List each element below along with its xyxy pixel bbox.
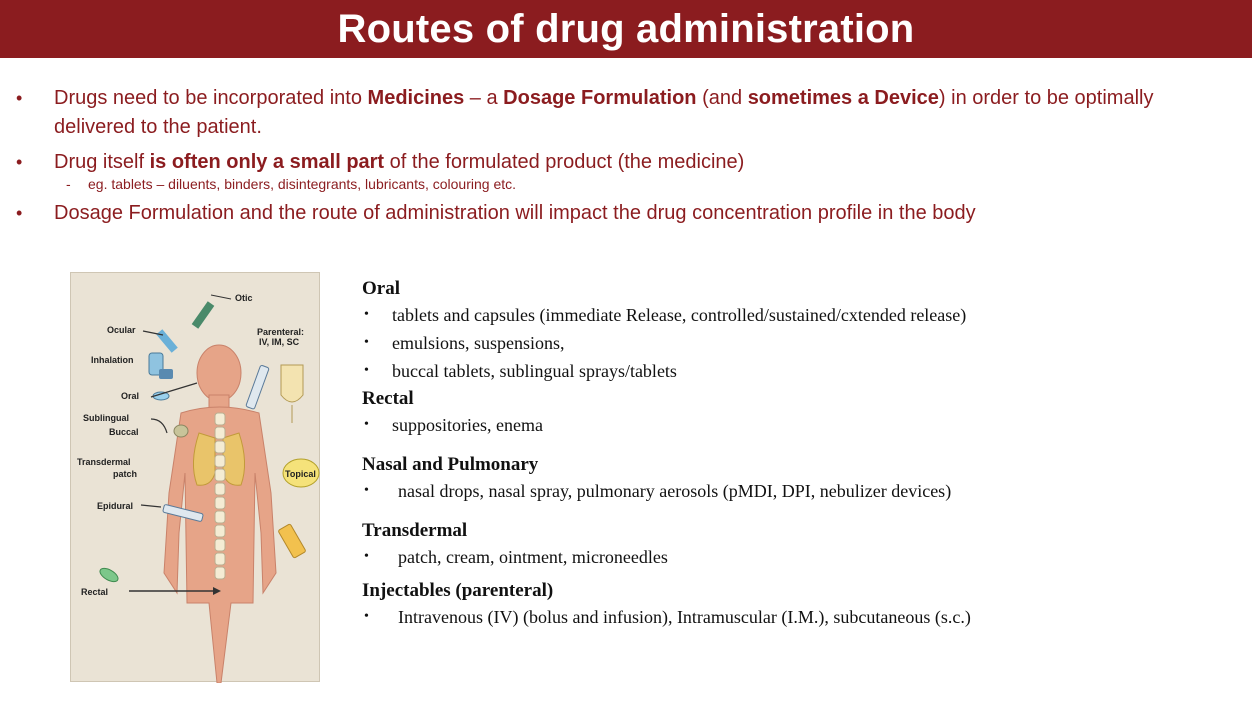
inhaler-icon (149, 353, 173, 379)
bullet-medicines (14, 84, 1234, 142)
spacer (362, 505, 1242, 519)
bullet-text: Drugs need to be incorporated into (54, 87, 368, 109)
slide-title: Routes of drug administration (337, 6, 915, 51)
label-ocular: Ocular (107, 325, 136, 335)
route-heading-nasal: Nasal and Pulmonary (362, 454, 539, 475)
bullet-strong: Medicines (367, 87, 465, 109)
label-sublingual: Sublingual (83, 413, 129, 423)
label-transdermal: Transdermal (77, 457, 131, 467)
intro-bullets (14, 84, 1234, 228)
routes-body-illustration (70, 272, 320, 682)
route-item (362, 411, 1242, 439)
spacer (362, 439, 1242, 453)
sub-bullet-text: eg. tablets – diluents, binders, disintegrants, lubricants, colouring etc. (88, 176, 517, 192)
route-item (362, 357, 1242, 385)
bullet-dot: • (16, 152, 23, 172)
route-item-text: buccal tablets, sublingual sprays/tablets (392, 361, 677, 381)
label-rectal: Rectal (81, 587, 109, 597)
bullet-strong: sometimes a Device (747, 87, 939, 109)
label-patch: patch (113, 469, 138, 479)
ocular-dropper-icon (156, 329, 178, 353)
bullet-strong: Dosage Formulation (503, 87, 697, 109)
route-heading-injectables: Injectables (parenteral) (362, 580, 554, 601)
route-dot: • (364, 549, 369, 564)
route-dot: • (364, 307, 369, 322)
route-item-text: patch, cream, ointment, microneedles (398, 547, 668, 567)
bullet-dot: • (16, 88, 23, 108)
route-dot: • (364, 609, 369, 624)
route-item-text: tablets and capsules (immediate Release, controlled/sustained/cxtended release) (392, 305, 967, 325)
route-item-text: Intravenous (IV) (bolus and infusion), Intramuscular (I.M.), subcutaneous (s.c.) (398, 607, 971, 627)
sub-bullet-dash: - (66, 176, 71, 192)
route-heading-rectal: Rectal (362, 388, 414, 409)
bullet-dot: • (16, 203, 23, 223)
route-item-text: nasal drops, nasal spray, pulmonary aerosols (pMDI, DPI, nebulizer devices) (398, 481, 952, 501)
label-epidural: Epidural (97, 501, 134, 511)
route-item (362, 301, 1242, 329)
bullet-text: ) in order to be optimally delivered to the patient. (54, 87, 1154, 138)
label-parenteral-routes: IV, IM, SC (259, 337, 300, 347)
route-dot: • (364, 335, 369, 350)
route-item (362, 477, 1242, 505)
bullet-strong: is often only a small part (149, 151, 385, 173)
route-item-text: emulsions, suspensions, (392, 333, 565, 353)
route-item (362, 329, 1242, 357)
bullet-drug-itself (14, 148, 1234, 177)
route-heading-transdermal: Transdermal (362, 520, 468, 541)
otic-dropper-icon (192, 295, 231, 329)
route-heading-oral: Oral (362, 278, 400, 299)
route-dot: • (364, 417, 369, 432)
label-parenteral: Parenteral: (257, 327, 305, 337)
label-topical: Topical (285, 469, 316, 479)
sub-bullet-example (14, 175, 1234, 193)
route-item (362, 543, 1242, 571)
label-oral: Oral (121, 391, 140, 401)
title-bar (0, 0, 1252, 58)
label-inhalation: Inhalation (91, 355, 134, 365)
route-dot: • (364, 363, 369, 378)
route-item-text: suppositories, enema (392, 415, 543, 435)
bullet-text: (and (696, 87, 748, 109)
bullet-dosage-formulation (14, 199, 1234, 228)
route-item (362, 603, 1242, 631)
label-buccal: Buccal (109, 427, 139, 437)
transdermal-patch-icon (174, 425, 188, 437)
label-otic: Otic (235, 293, 253, 303)
bullet-text: of the formulated product (the medicine) (384, 151, 745, 173)
routes-list (362, 277, 1242, 631)
bullet-text: Dosage Formulation and the route of administration will impact the drug concentration profile in the body (54, 202, 976, 224)
spacer (362, 571, 1242, 579)
body-figure-svg (71, 273, 321, 683)
route-dot: • (364, 483, 369, 498)
bullet-text: Drug itself (54, 151, 150, 173)
bullet-text: – a (464, 87, 504, 109)
